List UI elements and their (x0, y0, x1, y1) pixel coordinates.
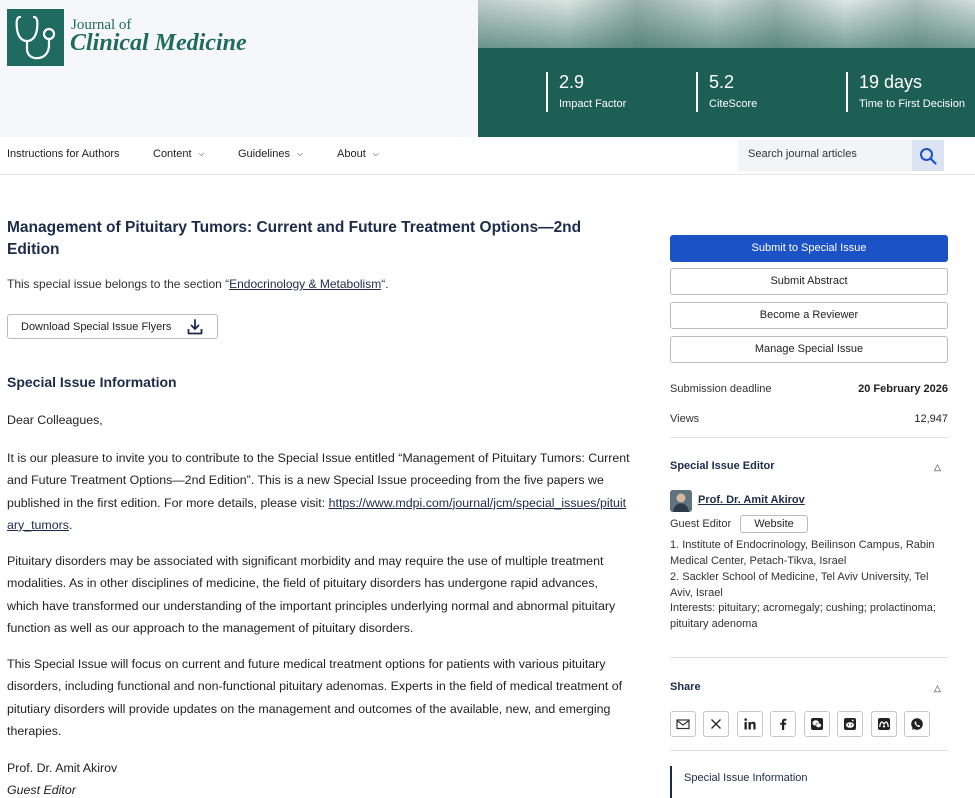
wechat-icon[interactable] (804, 711, 830, 737)
editor-panel-heading: Special Issue Editor (670, 460, 775, 472)
whatsapp-icon[interactable] (904, 711, 930, 737)
section-prefix: This special issue belongs to the section “ (7, 277, 230, 291)
section-suffix: “. (381, 277, 389, 291)
main-nav (0, 137, 975, 175)
editor-role: Guest Editor (670, 518, 732, 530)
metric-label: CiteScore (709, 98, 758, 110)
metric-label: Impact Factor (559, 98, 627, 110)
paragraph-end: . (68, 517, 73, 532)
metric-first-decision[interactable] (846, 72, 965, 112)
email-icon[interactable] (670, 711, 696, 737)
x-icon[interactable] (703, 711, 729, 737)
chevron-down-icon: ⌵ (372, 149, 379, 158)
linkedin-icon[interactable] (737, 711, 763, 737)
toc-item-special-issue-info[interactable] (670, 766, 808, 798)
become-reviewer-button[interactable]: Become a Reviewer (670, 302, 948, 329)
editor-interests: Interests: pituitary; acromegaly; cushing; prolactinoma; pituitary adenoma (670, 602, 936, 630)
chevron-down-icon: ⌵ (296, 149, 304, 158)
collapse-share-icon[interactable]: △ (934, 683, 941, 693)
editor-website-button[interactable]: Website (740, 515, 808, 533)
nav-label: Guidelines (238, 148, 290, 160)
special-issue-url-link[interactable]: https://www.mdpi.com/journal/jcm/special_issues/pituitary_tumors (7, 495, 627, 532)
metric-value: 5.2 (709, 72, 735, 92)
signature-name: Prof. Dr. Amit Akirov (7, 761, 118, 775)
search-button[interactable] (912, 140, 944, 171)
manage-special-issue-button[interactable]: Manage Special Issue (670, 336, 948, 363)
nav-label: About (337, 148, 366, 160)
metric-citescore[interactable] (696, 72, 757, 112)
views-value: 12,947 (914, 413, 948, 425)
journal-metrics-banner (478, 0, 975, 137)
button-label: Download Special Issue Flyers (21, 321, 172, 333)
nav-label: Instructions for Authors (7, 148, 120, 160)
metric-value: 2.9 (559, 72, 585, 92)
download-flyers-button[interactable] (7, 314, 218, 339)
metric-impact-factor[interactable] (546, 72, 626, 112)
search-icon (919, 147, 937, 165)
greeting-text: Dear Colleagues, (7, 413, 103, 427)
intro-paragraph (7, 447, 632, 536)
editor-name-link[interactable]: Prof. Dr. Amit Akirov (698, 494, 805, 506)
logo-text-journal: Clinical Medicine (70, 30, 247, 56)
signature-role: Guest Editor (7, 783, 76, 797)
section-info (7, 277, 389, 291)
journal-logo-area[interactable] (0, 0, 478, 137)
sidebar-divider (670, 437, 948, 438)
views-label: Views (670, 413, 700, 425)
toc-label: Special Issue Information (684, 772, 808, 784)
search-input[interactable] (748, 148, 908, 160)
nav-label: Content (153, 148, 192, 160)
paragraph-text: It is our pleasure to invite you to contribute to the Special Issue entitled “Management of Pituitary Tumors: Current and Future Treatment Options—2nd Edition”. This is a new Special Issue proceeding from the five papers we published in the first edition. For more details, please visit: (7, 451, 630, 510)
collapse-editor-icon[interactable]: △ (934, 462, 941, 472)
submit-abstract-button[interactable]: Submit Abstract (670, 268, 948, 295)
page-title: Management of Pituitary Tumors: Current and Future Treatment Options—2nd Edition (7, 219, 582, 258)
metric-label: Time to First Decision (859, 98, 965, 110)
mendeley-icon[interactable] (871, 711, 897, 737)
deadline-value: 20 February 2026 (858, 383, 948, 395)
submit-to-special-issue-button[interactable]: Submit to Special Issue (670, 235, 948, 262)
editor-affiliation-1: 1. Institute of Endocrinology, Beilinson Campus, Rabin Medical Center, Petach-Tikva, Israel (670, 539, 935, 567)
share-panel-heading: Share (670, 681, 701, 693)
editor-avatar (670, 490, 692, 512)
nav-about-menu[interactable] (337, 148, 379, 160)
sidebar-divider (670, 750, 948, 751)
nav-content-menu[interactable] (153, 148, 205, 160)
stethoscope-icon (7, 9, 64, 66)
logo-text-small: Journal of (71, 17, 132, 33)
download-icon (187, 319, 203, 335)
nav-instructions-for-authors[interactable] (7, 148, 120, 160)
deadline-label: Submission deadline (670, 383, 772, 395)
editor-affiliation-2: 2. Sackler School of Medicine, Tel Aviv University, Tel Aviv, Israel (670, 571, 929, 599)
body-paragraph-2: Pituitary disorders may be associated with significant morbidity and may require the use of multiple treatment modalities. As in other disciplines of medicine, the field of pituitary disorders has undergone rapid advances, which have transformed our understanding of the important principles underlying normal and abnormal pituitary function as well as our approach to the management of pituitary disorders. (7, 554, 616, 635)
search-box (738, 140, 914, 171)
metric-value: 19 days (859, 72, 923, 92)
section-heading-info: Special Issue Information (7, 374, 177, 390)
chevron-down-icon: ⌵ (198, 149, 205, 158)
nav-guidelines-menu[interactable] (238, 148, 303, 160)
body-paragraph-3: This Special Issue will focus on current and future medical treatment options for patients with various pituitary disorders, including functional and non-functional pituitary adenomas. Experts in the field of medical treatment of pitutiary disorders will provide updates on the management and outcomes of the available, new, and emerging therapies. (7, 657, 623, 738)
site-header (0, 0, 975, 137)
reddit-icon[interactable] (837, 711, 863, 737)
section-link[interactable]: Endocrinology & Metabolism (229, 277, 382, 291)
facebook-icon[interactable] (770, 711, 796, 737)
banner-image (478, 0, 975, 48)
sidebar-divider (670, 657, 948, 658)
